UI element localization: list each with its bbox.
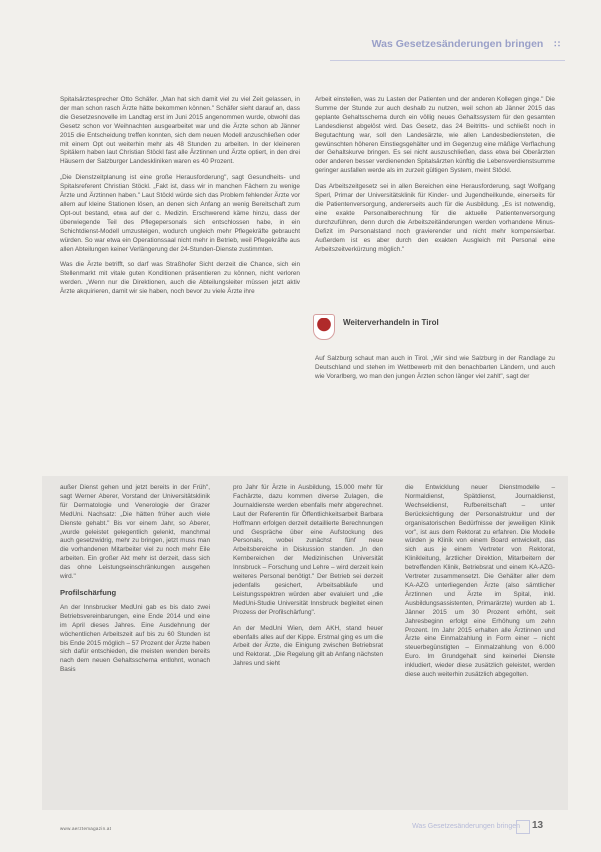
box-column-3 [405,484,555,687]
page-number: 13 [532,820,544,831]
box-column-1 [60,484,210,682]
paragraph: die Entwicklung neuer Dienstmodelle – Normaldienst, Spätdienst, Journaldienst, Wechseldienst, Rufbereitschaft – unter Berücksichtigung der Personalstruktur und der organisatorischen Bedürfnisse der jeweiligen Klinik vor", ist aus dem Rektorat zu erfahren. Die Modelle würden je Klinik von einem Board entwickelt, das sich aus je einem Vertreter von Rektorat, Klinikleitung, ärztlicher Direktion, Mitarbeitern der betreffenden Klinik, Betriebsrat und einem KA-AZG-Vertreter zusammensetzt. Die Gehälter aller dem KA-AZG unterliegenden Ärzte (also sämtlicher Ärztinnen und Ärzte im Spital, inkl. Ausbildungsassistenten, Primarärzte) wurden ab 1. Jänner 2015 um 30 Prozent erhöht, seit Jahresbeginn erfolgt eine Erhöhung um zehn Prozent. Im Jahr 2015 erhalten alle Ärztinnen und Ärzte eine Einmalzahlung in Form einer – nicht steuerbegünstigten – Einmalzahlung von 6.000 Euro. Im Grundgehalt sind keinerlei Dienste inkludiert, wieder diese zusätzlich geleistet, werden diese auch weiterhin zusätzlich abgegolten. [405,484,555,679]
paragraph: Was die Ärzte betrifft, so darf was Straßhofer Sicht derzeit die Chance, sich ein Stellenmarkt mit vitale guten Konditionen präsentieren zu können, nicht verloren werden. „Wenn nur die Direktionen, auch die Abteilungsleiter müssen jetzt aktiv Ärzte akquirieren, damit wir sie haben, noch bevor zu viele Ärzte ihre [60,261,300,296]
header-divider [330,60,565,61]
eagle-emblem [317,318,331,334]
running-header [300,38,560,60]
footer-title: Was Gesetzesänderungen bringen [412,823,520,830]
paragraph: An der Innsbrucker MedUni gab es bis dato zwei Betriebsvereinbarungen, eine Ende 2014 und eine im April dieses Jahres. Eine Ausdehnung der wöchentlichen Arbeitszeit auf bis zu 60 Stunden ist bis Ende 2015 möglich – 57 Prozent der Ärzte haben sich dafür entschieden, die meisten wenden bereits nach dem neuen Gehaltsschema entlohnt, wonach Basis [60,603,210,674]
running-header-title: Was Gesetzesänderungen bringen [371,38,544,51]
footer-url: www.aerztemagazin.at [60,826,112,831]
paragraph: außer Dienst gehen und jetzt bereits in der Früh", sagt Werner Aberer, Vorstand der Universitätsklinik für Dermatologie und Venerologie der Grazer MedUni. Nachsatz: „Die hätten früher auch viele Dienste gehabt." Bis vor einem Jahr, so Aberer, „wurde geleistet gelegentlich gelenkt, manchmal auch gesetzwidrig, mehr zu bringen, jetzt muss man die vorhandenen Mitarbeiter viel zu noch mehr Eile arbeiten. Ein großer Akt mehr ist derzeit, dass sich das ohne Leistungseinschränkungen ausgehen wird." [60,484,210,581]
article-column-right-continued [315,355,555,389]
article-column-left [60,96,300,304]
tyrol-coat-of-arms-icon [313,314,335,340]
paragraph: An der MedUni Wien, dem AKH, stand heuer ebenfalls alles auf der Kippe. Erstmal ging es um die Arbeit der Ärzte, die Einigung zwischen Betriebsrat und Rektorat. „Die Regelung gilt ab Anfang nächsten Jahres und sieht [233,624,383,668]
paragraph: Das Arbeitszeitgesetz sei in allen Bereichen eine Herausforderung, sagt Wolfgang Sperl, Primar der Universitätsklinik für Kinder- und Jugendheilkunde, einerseits für die Patientenversorgung, andererseits auch für die Ausbildung. „Es ist notwendig, eine exakte Personalberechnung für die aktuelle Patientenversorgung durchzuführen, denn durch die Arbeitszeitänderungen werden vorhandene Minus-Defizit im Personalstand noch gravierender und nicht mehr kompensierbar. Außerdem ist es aber durch den exakten Ausgleich mit Personal eine Arbeitszeitverkürzung möglich." [315,183,555,253]
grid-dots-icon: ∷ [554,38,560,49]
section-heading: Weiterverhandeln in Tirol [343,318,439,327]
paragraph: „Die Dienstzeitplanung ist eine große Herausforderung", sagt Gesundheits- und Spitalsreferent Christian Stöckl. „Fakt ist, dass wir in manchen Fächern zu wenige Ärzte und Ärztinnen haben." Laut Stöckl würde sich das Problem fehlender Ärzte vor allem auf kleine Stationen lösen, an denen sich Anfang an wenig Bereitschaft zum Opt-out bestand, etwa auf der c. Medizin. Erschwerend käme hinzu, dass der überwiegende Teil des Pflegepersonals sich entschlossen habe, in ein Schichtdienst-Modell umzusteigen, wodurch ungleich mehr Pflegekräfte gebraucht würden. So war etwa ein Operationssaal nicht mehr in Betrieb, weil Pflegekräfte aus allen Abteilungen keiner Verlängerung der 24-Stunden-Dienste zustimmten. [60,174,300,253]
paragraph: pro Jahr für Ärzte in Ausbildung, 15.000 mehr für Fachärzte, dazu kommen diverse Zulagen, die Journaldienste werden ebenfalls mehr abgerechnet. Laut der Referentin für Öffentlichkeitsarbeit Barbara Hoffmann erfolgen derzeit detaillierte Berechnungen und Gespräche über eine Aufstockung des Personals, wobei zunächst fünf neue Arbeitsbereiche in Diskussion standen. „In den Kernbereichen der Medizinischen Universität Innsbruck – Forschung und Lehre – wird derzeit kein weiteres Personal benötigt." Der Betrieb sei derzeit jedenfalls gesichert, Arbeitsabläufe und Leistungsspektren würden aber evaluiert und „die MedUni-Studie Universität Innsbruck begleitet einen Prozess der Profilschärfung". [233,484,383,616]
article-column-right [315,96,555,261]
page-tab-marker [516,820,530,834]
paragraph: Spitalsärztesprecher Otto Schäfer. „Man hat sich damit viel zu viel Zeit gelassen, in der man schon rasch Ärzte hätte bekommen können." Schäfer sieht darauf an, dass die Gesetzesnovelle im Landtag erst im Juni 2015 angenommen wurde, obwohl das Gesetz schon vor Weihnachten ausgearbeitet war und die Ärzte schon ab Jänner 2015 die Entscheidung treffen konnten, sich dem neuen Modell anzuschließen oder mit einem Opt out weiterhin mehr als 48 Stunden zu arbeiten. In der kleineren Spitälern haben laut Christian Stöckl fast alle Ärztinnen und Ärzte optiert, in den drei Häusern der Salzburger Landeskliniken waren es 40 Prozent. [60,96,300,166]
paragraph: Auf Salzburg schaut man auch in Tirol. „Wir sind wie Salzburg in der Randlage zu Deutschland und stehen im Wettbewerb mit den benachbarten Ländern, und auch wie Vorarlberg, wo man den jungen Ärzten schon länger viel zahlt", sagt der [315,355,555,380]
box-column-2 [233,484,383,676]
box-heading: Profilschärfung [60,587,117,597]
paragraph: Arbeit einstellen, was zu Lasten der Patienten und der anderen Kollegen ginge." Die Summe der Stunde zur auch deshalb zu nutzen, weil schon ab Jänner 2015 das geplante Gehaltsschema durch ein völlig neues Gehaltssystem für den gesamten Landesdienst abgelöst wird. Das Gesetz, das 24 Beitritts- und schließt noch in Begutachtung war, soll den Landesärzte, wie allen Landesbediensteten, die gewünschten höheren Einstiegsgehälter und im Gegenzug eine mäßige Verflachung der Gehaltskurve bringen. Es sei nicht auszuschließen, dass etwa bei Oberärzten oder anderen besser verdienenden Spitalsärzten künftig die Lebensverdienstsumme geringer ausfallen werde als im zurzeit gültigen System, meint Stöckl. [315,96,555,175]
